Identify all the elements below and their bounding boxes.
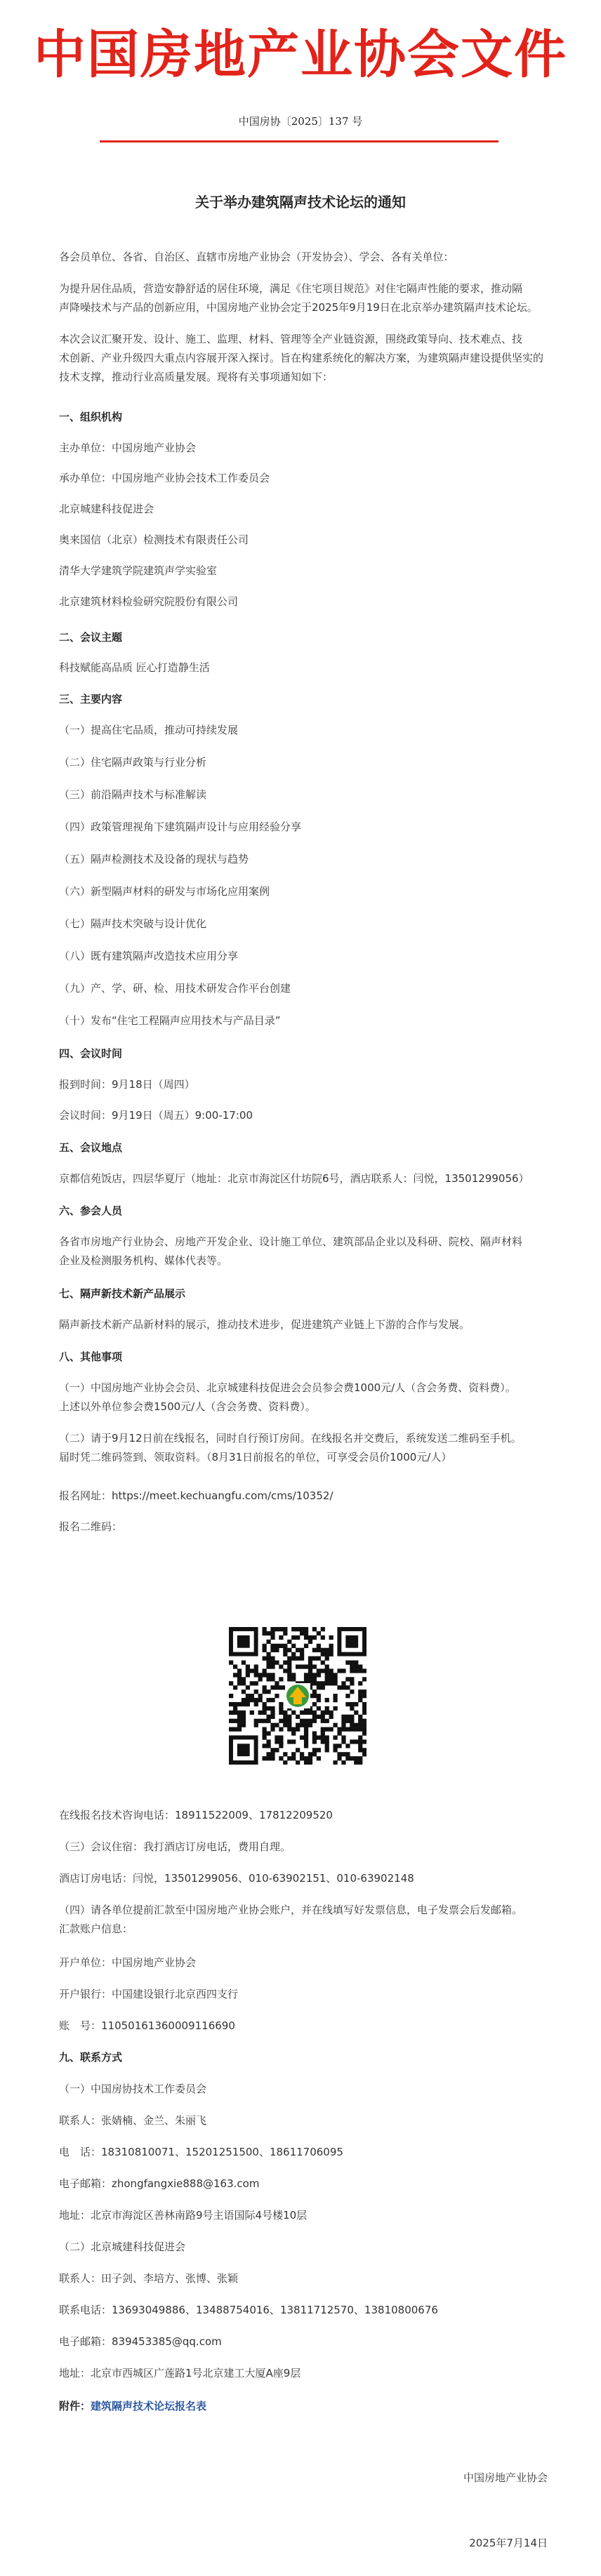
co-organizer: 北京城建科技促进会 bbox=[59, 503, 154, 515]
contact-group-1-people: 联系人：张婧楠、金兰、朱丽飞 bbox=[59, 2114, 207, 2127]
document-number: 中国房协〔2025〕137 号 bbox=[238, 115, 363, 128]
co-organizer: 清华大学建筑学院建筑声学实验室 bbox=[59, 564, 218, 577]
contact-group-2-address: 地址：北京市西城区广莲路1号北京建工大厦A座9层 bbox=[59, 2367, 301, 2379]
content-item: （三）前沿隔声技术与标准解读 bbox=[59, 788, 207, 801]
register-time: 报到时间：9月18日（周四） bbox=[59, 1078, 195, 1091]
masthead: 中国房地产业协会文件 bbox=[34, 25, 567, 85]
remittance-line-1: （四）请各单位提前汇款至中国房地产业协会账户，并在线填写好发票信息，电子发票会后发邮箱。 bbox=[59, 1904, 523, 1916]
section-heading: 七、隔声新技术新产品展示 bbox=[59, 1287, 186, 1300]
intro-para-1-line-1: 为提升居住品质，营造安静舒适的居住环境，满足《住宅项目规范》对住宅隔声性能的要求，推动隔 bbox=[59, 282, 523, 295]
hotel-phone: 酒店订房电话：闫悦，13501299056、010-63902151、010-63902148 bbox=[59, 1872, 414, 1885]
fee-line-1: （一）中国房地产业协会会员、北京城建科技促进会会员参会费1000元/人（含会务费、资料费）。 bbox=[59, 1381, 516, 1394]
contact-group-1-email[interactable]: 电子邮箱：zhongfangxie888@163.com bbox=[59, 2177, 260, 2190]
section-heading: 九、联系方式 bbox=[59, 2051, 123, 2064]
exhibition-text: 隔声新技术新产品新材料的展示，推动技术进步，促进建筑产业链上下游的合作与发展。 bbox=[59, 1318, 470, 1331]
co-organizer: 北京建筑材料检验研究院股份有限公司 bbox=[59, 595, 239, 608]
content-item: （七）隔声技术突破与设计优化 bbox=[59, 917, 207, 930]
association-logo-icon bbox=[229, 1627, 366, 1765]
section-heading: 三、主要内容 bbox=[59, 693, 123, 705]
contact-group-2-title: （二）北京城建科技促进会 bbox=[59, 2240, 186, 2253]
content-item: （五）隔声检测技术及设备的现状与趋势 bbox=[59, 853, 249, 865]
qr-label: 报名二维码： bbox=[59, 1520, 123, 1533]
notice-title: 关于举办建筑隔声技术论坛的通知 bbox=[195, 194, 406, 211]
contact-group-1-address: 地址：北京市海淀区善林南路9号主语国际4号楼10层 bbox=[59, 2209, 308, 2222]
contact-group-2-email[interactable]: 电子邮箱：839453385@qq.com bbox=[59, 2335, 222, 2348]
registration-url[interactable]: 报名网址：https://meet.kechuangfu.com/cms/10352/ bbox=[59, 1489, 333, 1502]
contact-group-1-title: （一）中国房协技术工作委员会 bbox=[59, 2083, 207, 2095]
organizer-unit: 承办单位：中国房地产业协会技术工作委员会 bbox=[59, 472, 270, 484]
registration-line-1: （二）请于9月12日前在线报名，同时自行预订房间。在线报名并交费后，系统发送二维码至手机。 bbox=[59, 1432, 522, 1445]
intro-para-2-line-3: 技术支撑，推动行业高质量发展。现将有关事项通知如下： bbox=[59, 371, 333, 383]
section-heading: 四、会议时间 bbox=[59, 1047, 123, 1060]
attachment-label: 附件： bbox=[59, 2400, 91, 2412]
attendees-line-1: 各省市房地产行业协会、房地产开发企业、设计施工单位、建筑部品企业以及科研、院校、隔声材料 bbox=[59, 1235, 523, 1248]
meeting-theme: 科技赋能高品质 匠心打造静生活 bbox=[59, 661, 210, 674]
content-item: （四）政策管理视角下建筑隔声设计与应用经验分享 bbox=[59, 821, 302, 833]
contact-group-2-people: 联系人：田子剑、李培方、张博、张颖 bbox=[59, 2272, 239, 2285]
section-heading: 八、其他事项 bbox=[59, 1350, 123, 1363]
red-divider bbox=[100, 140, 498, 142]
fee-line-2: 上述以外单位参会费1500元/人（含会务费、资料费）。 bbox=[59, 1400, 316, 1413]
contact-group-2-phone: 联系电话：13693049886、13488754016、13811712570、13810800676 bbox=[59, 2304, 438, 2316]
content-item: （二）住宅隔声政策与行业分析 bbox=[59, 756, 207, 769]
co-organizer: 奥来国信（北京）检测技术有限责任公司 bbox=[59, 533, 249, 546]
content-item: （十）发布“住宅工程隔声应用技术与产品目录” bbox=[59, 1014, 281, 1027]
accommodation-note: （三）会议住宿：我打酒店订房电话，费用自理。 bbox=[59, 1840, 291, 1853]
account-name: 开户单位：中国房地产业协会 bbox=[59, 1956, 197, 1969]
meeting-time: 会议时间：9月19日（周五）9:00-17:00 bbox=[59, 1109, 253, 1122]
contact-group-1-phone: 电 话：18310810071、15201251500、18611706095 bbox=[59, 2146, 343, 2158]
intro-para-1-line-2: 声降噪技术与产品的创新应用，中国房地产业协会定于2025年9月19日在北京举办建筑隔声技术论坛。 bbox=[59, 301, 538, 314]
content-item: （一）提高住宅品质，推动可持续发展 bbox=[59, 724, 239, 736]
content-item: （九）产、学、研、检、用技术研发合作平台创建 bbox=[59, 982, 291, 995]
signature-date: 2025年7月14日 bbox=[469, 2537, 548, 2549]
host-unit: 主办单位：中国房地产业协会 bbox=[59, 441, 197, 454]
section-heading: 二、会议主题 bbox=[59, 631, 123, 644]
intro-para-2-line-2: 术创新、产业升级四大重点内容展开深入探讨。旨在构建系统化的解决方案，为建筑隔声建设提供坚实的 bbox=[59, 352, 544, 364]
intro-para-2-line-1: 本次会议汇聚开发、设计、施工、监理、材料、管理等全产业链资源，围绕政策导向、技术难点、技 bbox=[59, 333, 523, 345]
venue: 京都信苑饭店，四层华夏厅（地址：北京市海淀区什坊院6号，酒店联系人：闫悦，13501299056） bbox=[59, 1172, 529, 1185]
registration-qr-code[interactable] bbox=[229, 1627, 366, 1765]
salutation: 各会员单位、各省、自治区、直辖市房地产业协会（开发协会）、学会、各有关单位： bbox=[59, 251, 454, 263]
signature-org: 中国房地产业协会 bbox=[463, 2471, 548, 2484]
attendees-line-2: 企业及检测服务机构、媒体代表等。 bbox=[59, 1254, 228, 1267]
content-item: （八）既有建筑隔声改造技术应用分享 bbox=[59, 950, 239, 962]
section-heading: 五、会议地点 bbox=[59, 1141, 123, 1154]
remittance-line-2: 汇款账户信息： bbox=[59, 1923, 133, 1935]
section-heading: 六、参会人员 bbox=[59, 1204, 123, 1217]
tech-consult-phone: 在线报名技术咨询电话：18911522009、17812209520 bbox=[59, 1809, 333, 1821]
account-bank: 开户银行：中国建设银行北京西四支行 bbox=[59, 1988, 239, 2000]
section-heading: 一、组织机构 bbox=[59, 411, 123, 423]
content-item: （六）新型隔声材料的研发与市场化应用案例 bbox=[59, 885, 270, 898]
account-number: 账 号：11050161360009116690 bbox=[59, 2019, 235, 2032]
attachment bbox=[59, 2398, 206, 2413]
registration-line-2: 届时凭二维码签到、领取资料。（8月31日前报名的单位，可享受会员价1000元/人） bbox=[59, 1451, 452, 1463]
attachment-link[interactable]: 建筑隔声技术论坛报名表 bbox=[91, 2400, 207, 2412]
